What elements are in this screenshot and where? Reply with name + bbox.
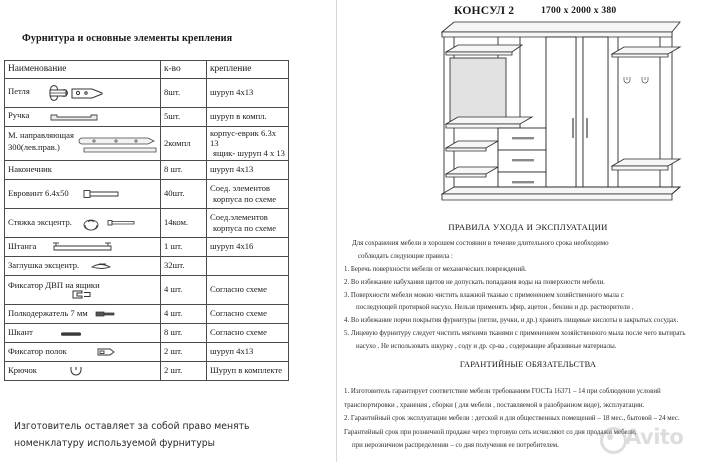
parts-table-container — [4, 60, 288, 381]
right-lower-shelf — [612, 159, 680, 170]
table-row — [5, 78, 289, 107]
rail-icon — [78, 133, 162, 155]
table-row — [5, 304, 289, 323]
warranty-item-2-continued-2: при нерозничном распределении – со дня получения ее потребителем. — [352, 442, 559, 450]
part-qty-cell: 40шт. — [161, 179, 207, 208]
table-row — [5, 361, 289, 380]
part-name-cell — [5, 304, 161, 323]
care-rule-4: 4. Во избежание порчи покрытия фурнитуры (петли, ручки, и др.) хранить пищевые кислоты в закрытых сосудах. — [344, 317, 679, 325]
fixing-line-2: ящик- шуруп 4 х 13 — [213, 148, 285, 159]
warranty-item-2-continued: Гарантийный срок при розничной продаже через торговую сеть исчисляют со дня продажи мебели, — [344, 428, 637, 436]
handle-icon — [47, 111, 113, 123]
part-name-cell — [5, 179, 161, 208]
fixing-line-2: корпуса по схеме — [213, 193, 277, 204]
hdf-clip-icon — [70, 289, 98, 301]
part-label: М. направляющая — [8, 130, 74, 141]
part-qty-cell: 5шт. — [161, 107, 207, 126]
care-rule-5: 5. Лицевую фурнитуру следует чистить мягкими тканями с применением хозяйственного мыла после чего вытирать — [344, 329, 686, 337]
table-row — [5, 323, 289, 342]
part-fixing-cell — [207, 208, 289, 237]
part-label: Фиксатор ДВП на ящики — [8, 279, 100, 290]
euroscrew-icon — [81, 188, 133, 200]
part-name-cell — [5, 342, 161, 361]
part-qty-cell: 32шт. — [161, 256, 207, 275]
care-rules-heading — [336, 222, 720, 232]
shelf-pin-icon — [94, 309, 118, 319]
part-name-cell — [5, 275, 161, 304]
watermark-label: Avito — [625, 425, 684, 449]
warranty-item-1: 1. Изготовитель гарантирует соответствие мебели требованиям ГОСТа 16371 – 14 при соблюдении условий — [344, 388, 661, 395]
part-name-cell — [5, 237, 161, 256]
table-header-row — [5, 61, 289, 79]
part-qty-cell: 8шт. — [161, 78, 207, 107]
dowel-icon — [59, 330, 89, 338]
part-label: Заглушка эксцентр. — [8, 259, 80, 270]
part-qty-cell: 2 шт. — [161, 342, 207, 361]
table-row — [5, 107, 289, 126]
column-header-fixing: крепление — [207, 61, 289, 79]
hinge-icon — [42, 84, 120, 102]
part-label: Ручка — [8, 110, 30, 121]
rod-icon — [50, 240, 124, 254]
part-name-cell — [5, 208, 161, 237]
part-label: Шкант — [8, 327, 33, 338]
cam-lock-icon — [80, 212, 146, 234]
fixing-line-1: корпус-еврик 6.3х 13 — [210, 127, 277, 148]
part-fixing-cell: Согласно схеме — [207, 275, 289, 304]
part-name-cell — [5, 78, 161, 107]
care-rules-list — [344, 264, 718, 354]
base-plinth — [442, 187, 680, 200]
part-label: Штанга — [8, 240, 37, 251]
warranty-item-2: 2. Гарантийный срок эксплуатации мебели : детской и для общественных помещений – 18 мес., бытовой – 24 мес. — [344, 415, 680, 423]
table-row — [5, 342, 289, 361]
warranty-item-1-continued: транспортировки , хранения , сборки ( для мебели , поставляемой в разобранном виде), эксплуатации. — [344, 401, 645, 409]
table-row — [5, 160, 289, 179]
part-qty-cell: 4 шт. — [161, 275, 207, 304]
table-row — [5, 237, 289, 256]
part-fixing-cell: шуруп 4x16 — [207, 237, 289, 256]
product-info-pane — [336, 0, 720, 462]
parts-list-title: Фурнитура и основные элементы крепления — [22, 33, 233, 44]
mirror-panel — [450, 58, 506, 121]
part-qty-cell: 4 шт. — [161, 304, 207, 323]
shelf-lock-icon — [95, 346, 121, 358]
hook-icon — [67, 365, 89, 377]
table-row — [5, 126, 289, 160]
wall-hook-1 — [624, 77, 630, 83]
disclaimer-line-2: номенклатуру используемой фурнитуры — [14, 438, 215, 449]
care-rule-3-continued: последующей протиркой насухо. Нельзя применять эфир, ацетон , бензин и др. растворители . — [356, 304, 634, 312]
part-label: Наконечник — [8, 164, 52, 175]
right-hook-panel — [612, 47, 680, 83]
parts-list-pane — [0, 0, 336, 462]
part-fixing-cell — [207, 256, 289, 275]
counter-top — [446, 117, 532, 128]
column-header-qty: к-во — [161, 61, 207, 79]
fixing-line-2: корпуса по схеме — [213, 222, 277, 233]
part-qty-cell: 8 шт. — [161, 160, 207, 179]
part-fixing-cell — [207, 126, 289, 160]
part-name-cell — [5, 256, 161, 275]
model-dimensions: 1700 x 2000 x 380 — [541, 5, 617, 16]
part-fixing-cell: шуруп в компл. — [207, 107, 289, 126]
part-label: Фиксатор полок — [8, 345, 67, 356]
part-fixing-cell: Согласно схеме — [207, 304, 289, 323]
table-row — [5, 275, 289, 304]
part-name-cell — [5, 107, 161, 126]
part-fixing-cell: Шуруп в комплекте — [207, 361, 289, 380]
part-qty-cell: 14ком. — [161, 208, 207, 237]
care-rule-3: 3. Поверхности мебели можно чистить влажной тканью с применением хозяйственного мыла с — [344, 291, 624, 299]
fixing-line-1: Соед. элементов — [210, 183, 270, 194]
left-upper-shelf — [446, 45, 522, 55]
part-qty-cell: 2компл — [161, 126, 207, 160]
part-label: Петля — [8, 86, 30, 97]
wardrobe-svg — [436, 18, 686, 223]
care-intro-line-1: Для сохранения мебели в хорошем состоянии в течение длительного срока необходимо — [352, 240, 609, 247]
part-qty-cell: 1 шт. — [161, 237, 207, 256]
part-name-cell — [5, 126, 161, 160]
part-fixing-cell: Согласно схеме — [207, 323, 289, 342]
part-label-second-line: 300(лев.прав.) — [8, 142, 60, 153]
part-fixing-cell: шуруп 4x13 — [207, 342, 289, 361]
part-qty-cell: 8 шт. — [161, 323, 207, 342]
warranty-heading-text: ГАРАНТИЙНЫЕ ОБЯЗАТЕЛЬСТВА — [459, 360, 597, 369]
warranty-list — [344, 385, 718, 453]
part-name-cell — [5, 323, 161, 342]
care-rule-5-continued: насухо . Не использовать шкурку , соду и др. ср-ва , содержащие абразивные материалы. — [356, 342, 617, 350]
disclaimer-line-1: Изготовитель оставляет за собой право менять — [14, 421, 250, 432]
manufacturer-disclaimer — [14, 418, 314, 452]
part-name-cell — [5, 361, 161, 380]
drawer-stack — [498, 128, 546, 194]
table-row — [5, 208, 289, 237]
part-qty-cell: 2 шт. — [161, 361, 207, 380]
top-canopy — [442, 22, 680, 37]
wardrobe-elevation-diagram — [436, 18, 686, 223]
model-name: КОНСУЛ 2 — [454, 4, 515, 17]
care-intro — [344, 238, 718, 264]
part-label: Крючок — [8, 364, 37, 375]
cap-icon — [89, 260, 119, 272]
care-rule-2: 2. Во избежание набухания щитов не допускать попадания воды на поверхности мебели. — [344, 278, 605, 286]
part-fixing-cell — [207, 179, 289, 208]
part-name-cell — [5, 160, 161, 179]
part-label: Полкодержатель 7 мм — [8, 308, 88, 319]
parts-table — [4, 60, 289, 381]
part-label: Евровинт 6.4x50 — [8, 187, 69, 198]
wall-hook-2 — [642, 77, 648, 83]
center-doors — [546, 37, 608, 194]
part-fixing-cell: шуруп 4x13 — [207, 160, 289, 179]
part-fixing-cell: шуруп 4x13 — [207, 78, 289, 107]
care-rule-1: 1. Беречь поверхности мебели от механических повреждений. — [344, 266, 527, 273]
care-rules-heading-text: ПРАВИЛА УХОДА И ЭКСПЛУАТАЦИИ — [448, 222, 608, 232]
column-header-name: Наименование — [5, 61, 161, 79]
part-label: Стяжка эксцентр. — [8, 216, 72, 227]
fixing-line-1: Соед.элементов — [210, 212, 268, 223]
table-row — [5, 256, 289, 275]
warranty-heading — [336, 360, 720, 369]
table-row — [5, 179, 289, 208]
care-intro-line-2: соблюдать следующие правила : — [358, 252, 453, 260]
